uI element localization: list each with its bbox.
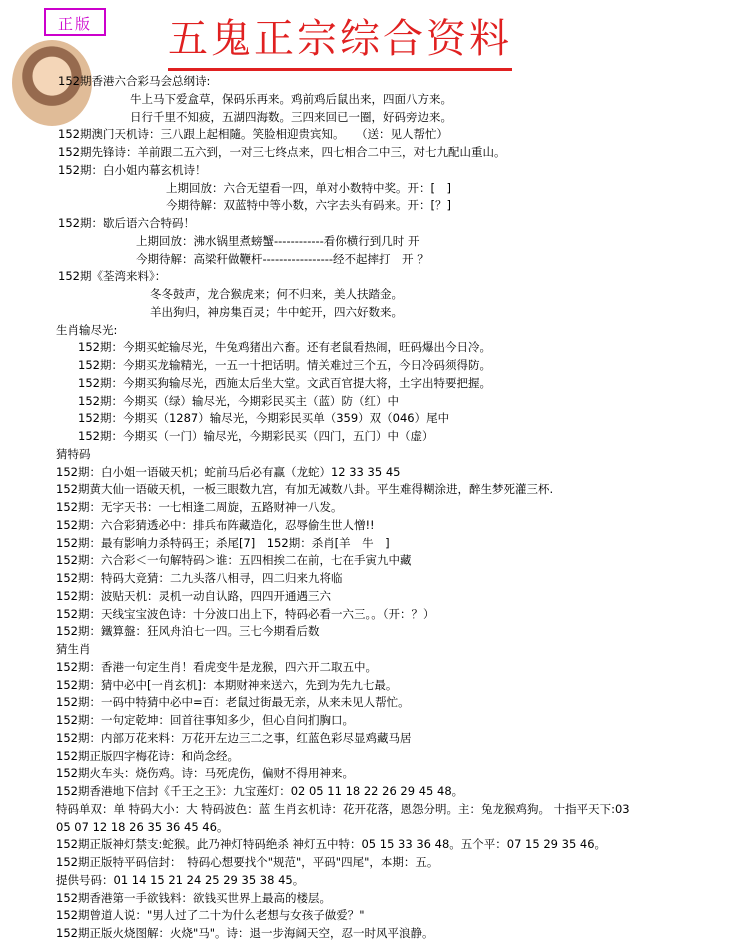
text-line: 152期：今期买蛇输尽光，牛兔鸡猪出六畜。还有老鼠看热闹，旺码爆出今日冷。 xyxy=(78,340,491,355)
text-line: 152期正版火烧图解：火烧"马"。诗：退一步海阔天空，忍一时风平浪静。 xyxy=(56,926,434,940)
text-line: 152期：白小姐一语破天机；蛇前马后必有赢（龙蛇）12 33 35 45 xyxy=(56,464,401,479)
section-heading: 猜特码 xyxy=(56,446,91,461)
section-heading: 猜生肖 xyxy=(56,642,91,656)
text-line: 152期：鐵算盤：狂风舟泊七一四。三七今期看后数 xyxy=(56,624,320,639)
text-line: 152期：特码大竞猜：二九头落八相寻，四二归来九将临 xyxy=(56,571,343,585)
text-line: 152期：今期买（绿）输尽光，今期彩民买主（蓝）防（红）中 xyxy=(78,393,399,408)
text-line: 152期：今期买狗输尽光，西施太后坐大堂。文武百官提大将，土字出特要把握。 xyxy=(78,375,491,390)
text-line: 羊出狗归，神房集百灵；牛中蛇开，四六好数来。 xyxy=(150,304,403,319)
text-line: 05 07 12 18 26 35 36 45 46。 xyxy=(56,819,229,834)
text-line: 152期正版四字梅花诗：和尚念经。 xyxy=(56,748,239,763)
text-line: 152期：今期买龙输精光，一五一十把话明。情关难过三个五，今日冷码须得防。 xyxy=(78,358,491,372)
text-line: 152期正版特平码信封： 特码心想要找个"规范"，平码"四尾"，本期：五。 xyxy=(56,855,439,869)
text-line: 152期正版神灯禁支:蛇猴。此乃神灯特码绝杀 神灯五中特：05 15 33 36 48。五个平：07 15 29 35 46。 xyxy=(56,837,607,852)
text-line: 今期待解：高梁秆做鞭杆-----------------经不起摔打 开 ？ xyxy=(136,251,429,266)
text-line: 152期黄大仙一语破天机，一板三眼数九宫，有加无减数八卦。平生难得糊涂进，醉生梦死灌三杯. xyxy=(56,482,554,497)
text-line: 152期：猜中必中[一肖玄机]：本期财神来送六，先到为先九七最。 xyxy=(56,677,398,692)
page-title: 五鬼正宗综合资料 xyxy=(168,14,512,71)
text-line: 152期：香港一句定生肖！看虎变牛是龙猴，四六开二取五中。 xyxy=(56,659,377,674)
text-line: 冬冬鼓声，龙合猴虎来；何不归来，美人扶踏金。 xyxy=(150,287,403,301)
text-line: 152期：一码中特猜中必中=百：老鼠过街最无亲，从来未见人帮忙。 xyxy=(56,695,410,710)
text-line: 152期火车头：烧伤鸡。诗：马死虎伤，偏财不得用神来。 xyxy=(56,766,354,781)
text-line: 152期：内部万花来料：万花开左边三二之事，红蓝色彩尽显鸡藏马居 xyxy=(56,730,412,745)
text-line: 上期回放：六合无望看一四，单对小数特中奖。开：[ ] xyxy=(166,180,451,195)
text-line: 提供号码：01 14 15 21 24 25 29 35 38 45。 xyxy=(56,872,305,887)
text-line: 152期：今期买（1287）输尽光，今期彩民买单（359）双（046）尾中 xyxy=(78,411,450,426)
text-line: 152期：天线宝宝波色诗：十分波口出上下，特码必看一六三。。（开：？） xyxy=(56,606,435,621)
text-line: 152期曾道人说："男人过了二十为什么老想与女孩子做爱？" xyxy=(56,908,365,923)
text-line: 152期澳门天机诗：三八跟上起相隨。笑脸相迎贵宾知。 （送：见人帮忙） xyxy=(58,127,448,142)
edition-badge: 正版 xyxy=(44,8,106,36)
text-line: 152期：歇后语六合特码！ xyxy=(58,216,195,230)
text-line: 152期香港六合彩马会总纲诗: xyxy=(58,74,211,88)
text-line: 152期：白小姐内幕玄机诗！ xyxy=(58,162,207,177)
text-line: 152期香港地下信封《千王之王》：九宝莲灯：02 05 11 18 22 26 29 45 48。 xyxy=(56,784,464,798)
text-line: 152期《荃湾来料》： xyxy=(58,269,167,284)
text-line: 152期：无字天书：一七相逢二周旋，五路财神一八发。 xyxy=(56,500,343,514)
text-line: 上期回放：沸水锅里煮螃蟹------------看你横行到几时 开 xyxy=(136,233,420,248)
text-line: 152期：六合彩猜透必中：排兵布阵藏造化，忍辱偷生世人憎!! xyxy=(56,517,375,532)
text-line: 152期：六合彩＜一句解特码＞谁：五四相挨二在前，七在手寅九中藏 xyxy=(56,553,412,568)
text-line: 日行千里不知疲，五湖四海数。三四来回已一圈，好码旁边来。 xyxy=(130,109,452,124)
text-line: 152期：最有影响力杀特码王；杀尾[7] 152期：杀肖[羊 牛 ] xyxy=(56,535,390,550)
text-line: 今期待解：双蓝特中等小数，六字去头有码来。开：[？] xyxy=(166,198,451,213)
text-line: 152期先锋诗：羊前跟二五六到，一对三七终点来，四七相合二中三，对七九配山重山。 xyxy=(58,145,506,159)
text-line: 牛上马下爱盒草，保码乐再来。鸡前鸡后鼠出来，四面八方来。 xyxy=(130,91,452,106)
text-line: 152期：一句定乾坤：回首往事知多少，但心自问扪胸口。 xyxy=(56,713,354,727)
text-line: 特码单双：单 特码大小：大 特码波色：蓝 生肖玄机诗：花开花落，恩怨分明。主：兔龙猴鸡狗。 十指平天下:03 xyxy=(56,801,630,816)
text-line: 152期：今期买（一门）输尽光，今期彩民买（四门，五门）中（虚） xyxy=(78,429,434,443)
text-line: 152期香港第一手欲钱料：欲钱买世界上最高的楼层。 xyxy=(56,890,331,905)
text-line: 152期：波贴天机：灵机一动自认路，四四开通遇三六 xyxy=(56,588,331,603)
section-heading: 生肖输尽光: xyxy=(56,322,118,337)
